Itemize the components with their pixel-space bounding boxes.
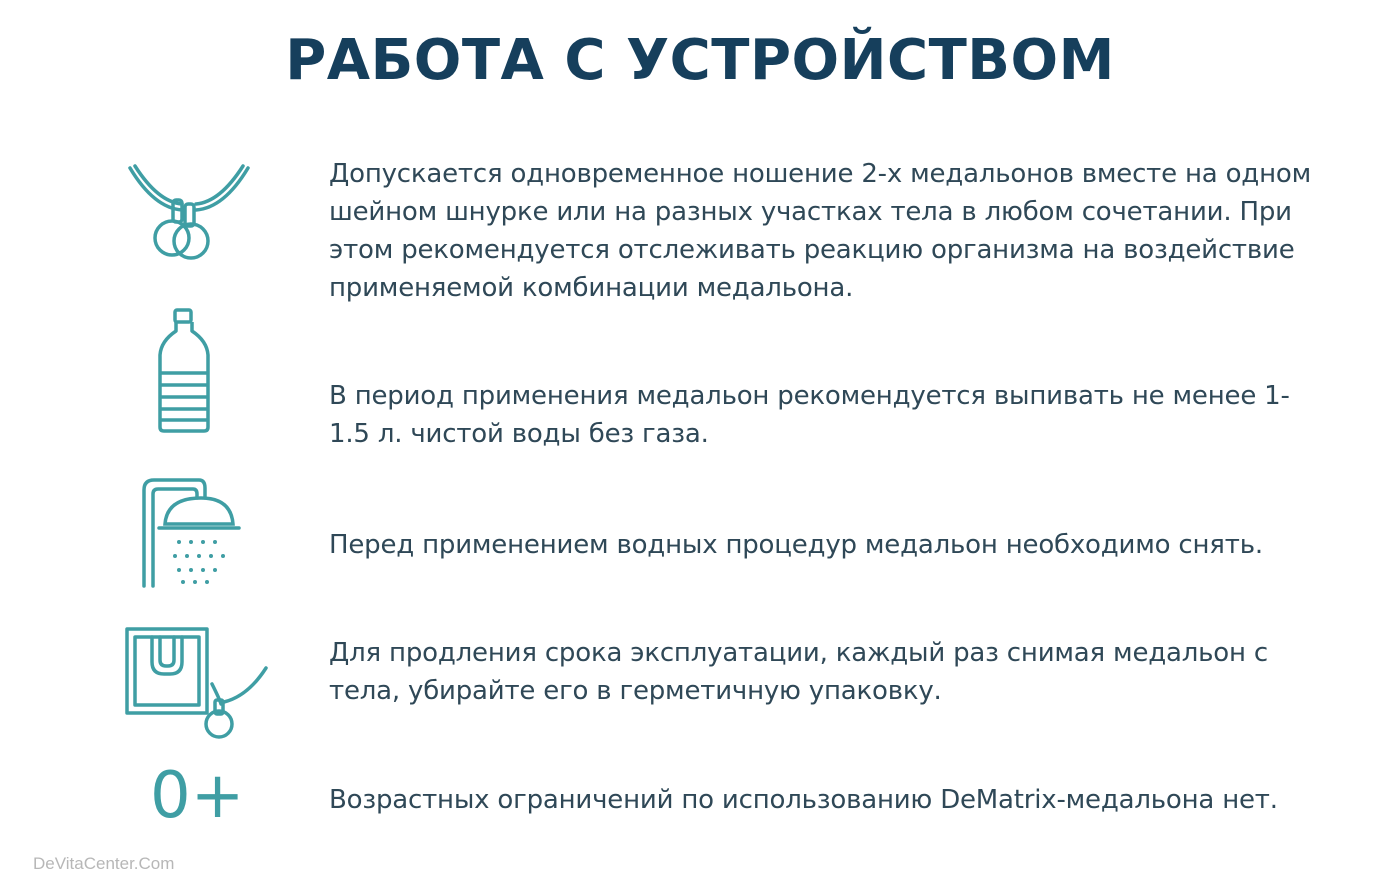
- item-text-5: Возрастных ограничений по использованию DeMatrix-медальона нет.: [329, 785, 1278, 815]
- shower-icon: [135, 476, 235, 591]
- page-title: РАБОТА С УСТРОЙСТВОМ: [285, 28, 1115, 93]
- item-text-1: Допускается одновременное ношение 2-х медальонов вместе на одном шейном шнурке или на разных участках тела в любом сочетании. При этом рекомендуется отслеживать реакцию организма на воздействие применяемой комбинации медальона.: [329, 159, 1311, 303]
- item-text-2: В период применения медальон рекомендуется выпивать не менее 1-1.5 л. чистой воды без газа.: [329, 381, 1290, 449]
- necklace-medallions-icon: [124, 160, 254, 265]
- item-text-3: Перед применением водных процедур медальон необходимо снять.: [329, 530, 1263, 560]
- age-zero-plus-icon: 0+: [150, 759, 245, 833]
- watermark: DeVitaCenter.Com: [33, 854, 175, 873]
- water-bottle-icon: [155, 307, 213, 435]
- box-medallion-icon: [124, 626, 272, 741]
- item-text-4: Для продления срока эксплуатации, каждый раз снимая медальон с тела, убирайте его в герметичную упаковку.: [329, 638, 1268, 706]
